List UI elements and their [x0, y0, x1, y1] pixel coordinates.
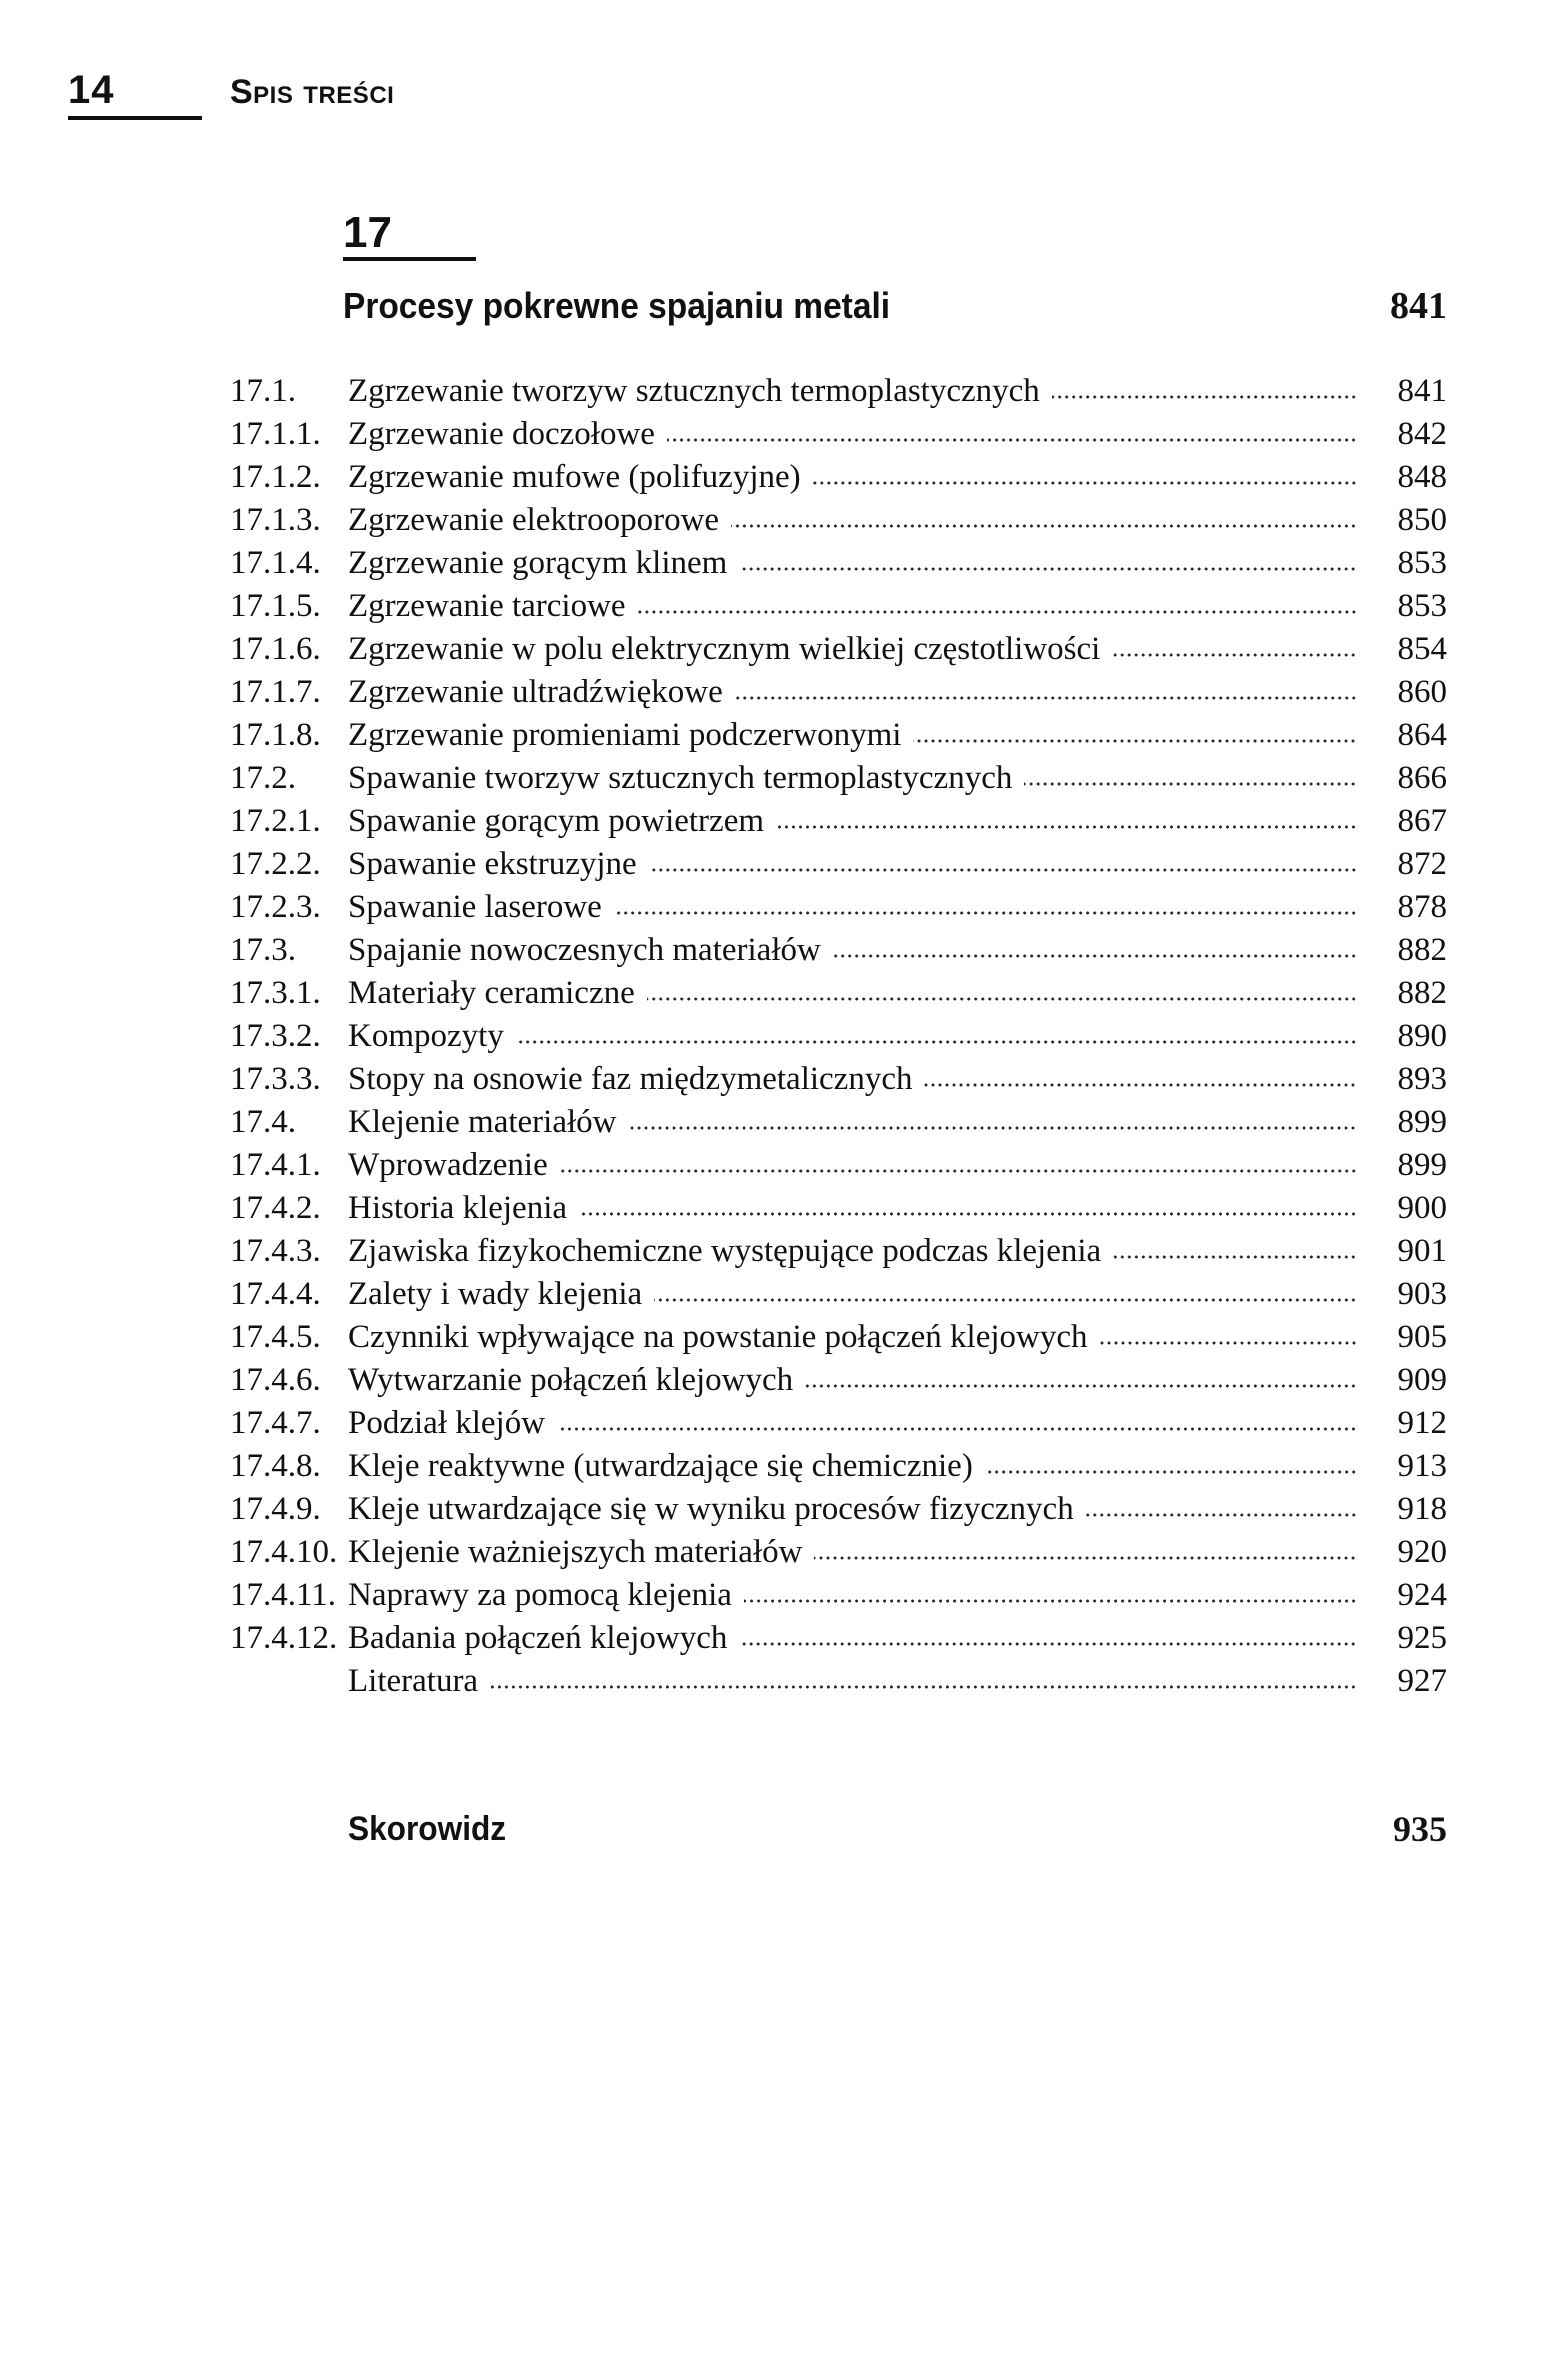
toc-entry-page: 893 [1397, 1061, 1447, 1097]
toc-entry-number: 17.4.2. [230, 1190, 321, 1226]
toc-entry-number: 17.3.3. [230, 1061, 321, 1097]
toc-entry [230, 1273, 1447, 1316]
toc-entry-number: 17.1.7. [230, 674, 321, 710]
toc-entry-body [348, 542, 1357, 585]
toc-entry [230, 413, 1447, 456]
dot-leader [1086, 1513, 1357, 1517]
toc-entry-page: 903 [1397, 1276, 1447, 1312]
toc-entry-page: 860 [1397, 674, 1447, 710]
toc-entry-number: 17.4.10. [230, 1534, 338, 1570]
dot-leader [579, 1212, 1357, 1216]
toc-entry-body [348, 628, 1357, 671]
toc-entry-number: 17.4.4. [230, 1276, 321, 1312]
toc-entry-title: Materiały ceramiczne [348, 975, 635, 1011]
toc-entry-title: Spawanie laserowe [348, 889, 602, 925]
toc-entry-number: 17.4.12. [230, 1620, 338, 1656]
toc-entry-page: 927 [1397, 1663, 1447, 1699]
toc-entry-title: Czynniki wpływające na powstanie połączeń klejowych [348, 1319, 1088, 1355]
toc-entry-page: 864 [1397, 717, 1447, 753]
toc-entry [230, 1445, 1447, 1488]
chapter-number: 17 [343, 210, 476, 261]
toc-entry-number: 17.4.3. [230, 1233, 321, 1269]
toc-entry-title: Podział klejów [348, 1405, 546, 1441]
toc-entry [230, 1101, 1447, 1144]
toc-entry-body [348, 1101, 1357, 1144]
toc-list [230, 370, 1447, 1703]
dot-leader [985, 1470, 1357, 1474]
toc-entry-title: Zgrzewanie mufowe (polifuzyjne) [348, 459, 801, 495]
toc-entry [230, 714, 1447, 757]
toc-entry-number: 17.1.8. [230, 717, 321, 753]
dot-leader [1024, 782, 1357, 786]
page-number: 14 [68, 68, 202, 120]
toc-entry [230, 1617, 1447, 1660]
running-title: Spis treści [230, 73, 395, 111]
toc-entry-number: 17.1.1. [230, 416, 321, 452]
toc-entry-body [348, 1316, 1357, 1359]
toc-entry-body [348, 843, 1357, 886]
toc-entry-title: Stopy na osnowie faz międzymetalicznych [348, 1061, 913, 1097]
toc-entry-body [348, 1273, 1357, 1316]
toc-entry-number: 17.4.11. [230, 1577, 337, 1613]
dot-leader [614, 911, 1357, 915]
toc-entry-title: Historia klejenia [348, 1190, 568, 1226]
toc-entry-title: Zgrzewanie gorącym klinem [348, 545, 728, 581]
toc-entry-page: 909 [1397, 1362, 1447, 1398]
dot-leader [516, 1040, 1357, 1044]
toc-entry [230, 585, 1447, 628]
dot-leader [805, 1384, 1357, 1388]
toc-entry [230, 370, 1447, 413]
toc-entry [230, 886, 1447, 929]
toc-entry-body [348, 413, 1357, 456]
toc-entry [230, 1574, 1447, 1617]
chapter-page: 841 [1390, 285, 1447, 327]
toc-entry-title: Zjawiska fizykochemiczne występujące podczas klejenia [348, 1233, 1102, 1269]
toc-entry-number: 17.2. [230, 760, 296, 796]
dot-leader [654, 1298, 1357, 1302]
toc-entry-page: 920 [1397, 1534, 1447, 1570]
toc-entry-title: Kompozyty [348, 1018, 504, 1054]
dot-leader [813, 481, 1357, 485]
dot-leader [776, 825, 1357, 829]
toc-entry [230, 456, 1447, 499]
toc-entry [230, 1402, 1447, 1445]
toc-entry-number: 17.2.2. [230, 846, 321, 882]
toc-entry-title: Wytwarzanie połączeń klejowych [348, 1362, 794, 1398]
toc-entry-title: Zgrzewanie tarciowe [348, 588, 626, 624]
dot-leader [924, 1083, 1357, 1087]
toc-entry-page: 841 [1397, 373, 1447, 409]
toc-entry [230, 1531, 1447, 1574]
toc-entry-title: Spawanie tworzyw sztucznych termoplastycznych [348, 760, 1013, 796]
toc-entry [230, 1015, 1447, 1058]
toc-entry [230, 1230, 1447, 1273]
toc-entry [230, 1316, 1447, 1359]
toc-entry-title: Kleje reaktywne (utwardzające się chemicznie) [348, 1448, 973, 1484]
toc-entry-title: Zgrzewanie doczołowe [348, 416, 655, 452]
toc-entry-number: 17.4. [230, 1104, 296, 1140]
toc-entry-page: 867 [1397, 803, 1447, 839]
toc-entry-page: 890 [1397, 1018, 1447, 1054]
toc-entry-page: 878 [1397, 889, 1447, 925]
toc-entry-body [348, 1058, 1357, 1101]
dot-leader [649, 868, 1357, 872]
toc-entry [230, 628, 1447, 671]
toc-entry-page: 866 [1397, 760, 1447, 796]
toc-entry [230, 1058, 1447, 1101]
toc-entry-page: 924 [1397, 1577, 1447, 1613]
toc-entry-number: 17.2.3. [230, 889, 321, 925]
toc-entry-body [348, 1187, 1357, 1230]
toc-entry-title: Klejenie ważniejszych materiałów [348, 1534, 803, 1570]
toc-entry-number: 17.4.6. [230, 1362, 321, 1398]
toc-entry-page: 913 [1397, 1448, 1447, 1484]
toc-entry-body [348, 757, 1357, 800]
index-title: Skorowidz [348, 1810, 507, 1848]
dot-leader [1052, 395, 1357, 399]
toc-entry-page: 900 [1397, 1190, 1447, 1226]
toc-entry-body [348, 929, 1357, 972]
toc-entry [230, 929, 1447, 972]
toc-entry-body [348, 1617, 1357, 1660]
toc-entry [230, 499, 1447, 542]
dot-leader [628, 1126, 1357, 1130]
toc-entry-body [348, 1015, 1357, 1058]
toc-entry-title: Spawanie gorącym powietrzem [348, 803, 765, 839]
toc-entry-body [348, 1144, 1357, 1187]
toc-entry-body [348, 585, 1357, 628]
toc-entry-number: 17.4.5. [230, 1319, 321, 1355]
dot-leader [731, 524, 1357, 528]
dot-leader [739, 567, 1357, 571]
toc-entry-title: Literatura [348, 1663, 479, 1699]
toc-entry-number: 17.4.9. [230, 1491, 321, 1527]
toc-entry [230, 757, 1447, 800]
toc-entry-number: 17.3. [230, 932, 296, 968]
toc-entry-title: Zgrzewanie promieniami podczerwonymi [348, 717, 902, 753]
dot-leader [1113, 1255, 1357, 1259]
dot-leader [490, 1685, 1357, 1689]
dot-leader [560, 1169, 1357, 1173]
toc-entry-body [348, 1402, 1357, 1445]
toc-entry-page: 854 [1397, 631, 1447, 667]
dot-leader [1100, 1341, 1357, 1345]
dot-leader [814, 1556, 1357, 1560]
toc-entry-page: 850 [1397, 502, 1447, 538]
toc-entry-body [348, 800, 1357, 843]
toc-entry-number: 17.1.3. [230, 502, 321, 538]
toc-entry-page: 912 [1397, 1405, 1447, 1441]
toc-entry-body [348, 1531, 1357, 1574]
dot-leader [913, 739, 1357, 743]
toc-entry-title: Naprawy za pomocą klejenia [348, 1577, 732, 1613]
toc-entry [230, 542, 1447, 585]
toc-entry [230, 1488, 1447, 1531]
toc-entry-page: 905 [1397, 1319, 1447, 1355]
toc-entry [230, 800, 1447, 843]
toc-entry-page: 853 [1397, 545, 1447, 581]
toc-entry-title: Zgrzewanie w polu elektrycznym wielkiej częstotliwości [348, 631, 1101, 667]
toc-entry-title: Kleje utwardzające się w wyniku procesów fizycznych [348, 1491, 1074, 1527]
toc-entry-number: 17.4.1. [230, 1147, 321, 1183]
toc-entry-body [348, 456, 1357, 499]
toc-entry [230, 1359, 1447, 1402]
toc-entry [230, 1660, 1447, 1703]
toc-entry-number: 17.3.2. [230, 1018, 321, 1054]
toc-entry [230, 1187, 1447, 1230]
toc-entry-page: 882 [1397, 932, 1447, 968]
dot-leader [744, 1599, 1357, 1603]
toc-entry-number: 17.1. [230, 373, 296, 409]
toc-entry-page: 842 [1397, 416, 1447, 452]
dot-leader [735, 696, 1357, 700]
dot-leader [557, 1427, 1357, 1431]
toc-entry-number: 17.4.8. [230, 1448, 321, 1484]
toc-entry-title: Zgrzewanie ultradźwiękowe [348, 674, 723, 710]
toc-entry-page: 872 [1397, 846, 1447, 882]
toc-entry [230, 843, 1447, 886]
toc-entry-body [348, 1488, 1357, 1531]
toc-entry-body [348, 1660, 1357, 1703]
dot-leader [833, 954, 1357, 958]
chapter-title: Procesy pokrewne spajaniu metali [343, 285, 891, 326]
toc-entry-page: 882 [1397, 975, 1447, 1011]
toc-entry-body [348, 886, 1357, 929]
toc-entry-title: Badania połączeń klejowych [348, 1620, 728, 1656]
toc-entry-number: 17.1.5. [230, 588, 321, 624]
index-page: 935 [1393, 1809, 1447, 1849]
toc-entry-title: Wprowadzenie [348, 1147, 548, 1183]
toc-entry-body [348, 972, 1357, 1015]
toc-entry-page: 901 [1397, 1233, 1447, 1269]
toc-entry-page: 853 [1397, 588, 1447, 624]
toc-entry-body [348, 370, 1357, 413]
toc-entry-number: 17.3.1. [230, 975, 321, 1011]
toc-entry-body [348, 1359, 1357, 1402]
chapter-heading [343, 284, 1447, 328]
toc-entry-number: 17.4.7. [230, 1405, 321, 1441]
toc-entry-body [348, 1574, 1357, 1617]
toc-entry-body [348, 499, 1357, 542]
toc-entry-title: Klejenie materiałów [348, 1104, 617, 1140]
toc-entry-number: 17.1.4. [230, 545, 321, 581]
toc-entry-body [348, 671, 1357, 714]
dot-leader [1112, 653, 1357, 657]
toc-entry-title: Zgrzewanie tworzyw sztucznych termoplastycznych [348, 373, 1040, 409]
index-heading [348, 1806, 1447, 1852]
dot-leader [739, 1642, 1357, 1646]
toc-entry [230, 671, 1447, 714]
toc-entry-page: 918 [1397, 1491, 1447, 1527]
dot-leader [647, 997, 1357, 1001]
toc-entry-page: 899 [1397, 1104, 1447, 1140]
toc-entry-number: 17.2.1. [230, 803, 321, 839]
toc-entry-body [348, 714, 1357, 757]
toc-entry-page: 925 [1397, 1620, 1447, 1656]
toc-entry-number: 17.1.2. [230, 459, 321, 495]
toc-entry-page: 899 [1397, 1147, 1447, 1183]
toc-entry-title: Zalety i wady klejenia [348, 1276, 643, 1312]
toc-entry [230, 1144, 1447, 1187]
toc-entry-number: 17.1.6. [230, 631, 321, 667]
toc-entry-title: Zgrzewanie elektrooporowe [348, 502, 720, 538]
toc-entry [230, 972, 1447, 1015]
toc-entry-body [348, 1230, 1357, 1273]
dot-leader [638, 610, 1357, 614]
toc-entry-page: 848 [1397, 459, 1447, 495]
toc-entry-body [348, 1445, 1357, 1488]
dot-leader [667, 438, 1357, 442]
toc-entry-title: Spajanie nowoczesnych materiałów [348, 932, 821, 968]
toc-entry-title: Spawanie ekstruzyjne [348, 846, 637, 882]
